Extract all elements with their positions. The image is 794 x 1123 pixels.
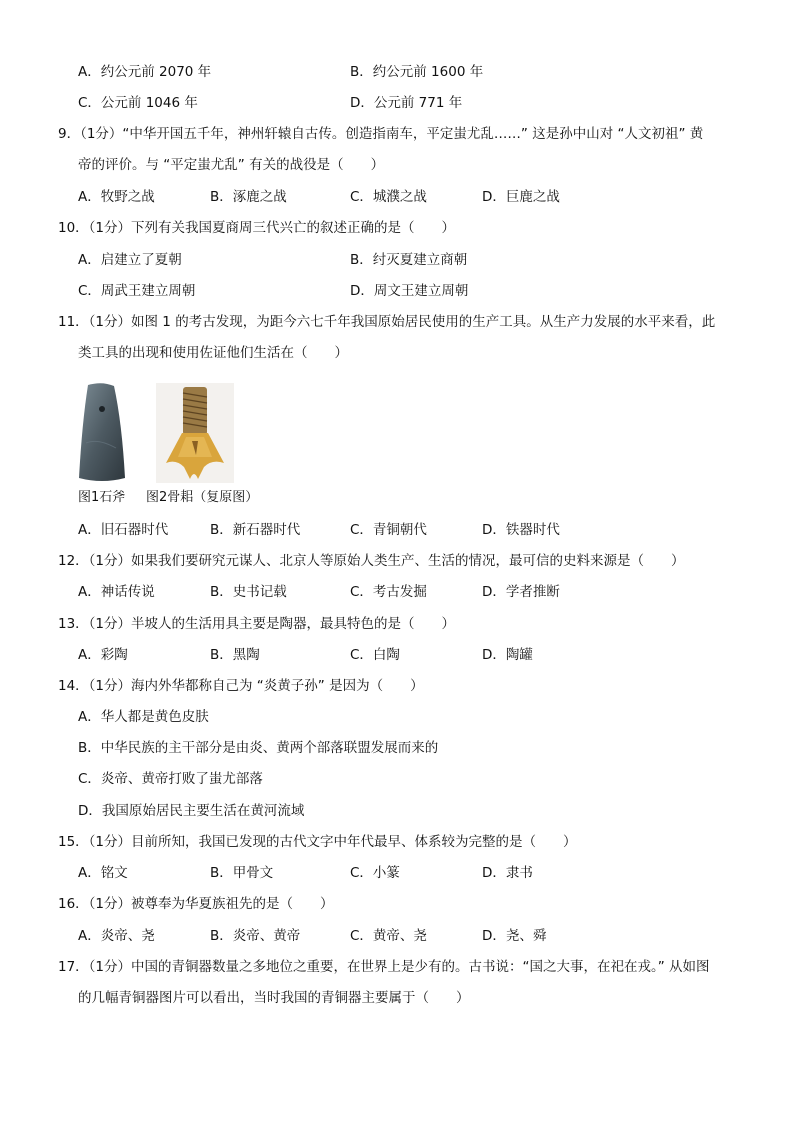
figure1-caption: 图1石斧: [78, 490, 126, 505]
q8-options-row2: [0, 92, 794, 114]
q10-option-b: B．纣灭夏建立商朝: [350, 252, 468, 268]
q15-text: 15．（1分）目前所知，我国已发现的古代文字中年代最早、体系较为完整的是（ ）: [58, 834, 577, 850]
bone-spade-image: [156, 383, 234, 483]
q12-stem: [0, 550, 794, 572]
q16-text: 16．（1分）被尊奉为华夏族祖先的是（ ）: [58, 896, 334, 912]
q10-stem: [0, 217, 794, 239]
q15-stem: [0, 831, 794, 853]
q10-option-d: D．周文王建立周朝: [350, 283, 469, 299]
q8-option-c: C．公元前 1046 年: [78, 95, 198, 111]
q11-stem-line1: [0, 311, 794, 333]
q13-option-c: C．白陶: [350, 647, 400, 663]
q11-option-a: A．旧石器时代: [78, 522, 169, 538]
q13-text: 13．（1分）半坡人的生活用具主要是陶器，最具特色的是（ ）: [58, 616, 456, 632]
q11-stem-line2: [0, 342, 794, 364]
stone-axe-image: [78, 383, 126, 483]
q15-option-c: C．小篆: [350, 865, 400, 881]
q14-option-c: C．炎帝、黄帝打败了蚩尤部落: [78, 771, 263, 787]
q13-option-a: A．彩陶: [78, 647, 128, 663]
q9-options: [0, 186, 794, 208]
q9-option-b: B．涿鹿之战: [210, 189, 287, 205]
q17-stem-line2: [0, 987, 794, 1009]
q9-option-c: C．城濮之战: [350, 189, 427, 205]
q14-stem: [0, 675, 794, 697]
q9-stem-line2: [0, 154, 794, 176]
q8-option-d: D．公元前 771 年: [350, 95, 463, 111]
q11-text-2: 类工具的出现和使用佐证他们生活在（ ）: [78, 345, 348, 361]
q8-option-b: B．约公元前 1600 年: [350, 64, 484, 80]
q13-stem: [0, 613, 794, 635]
q12-option-b: B．史书记载: [210, 584, 287, 600]
q12-text: 12．（1分）如果我们要研究元谋人、北京人等原始人类生产、生活的情况，最可信的史料来源是（ ）: [58, 553, 685, 569]
q11-option-b: B．新石器时代: [210, 522, 301, 538]
figure2-caption: 图2骨耜（复原图）: [146, 490, 259, 505]
q10-option-a: A．启建立了夏朝: [78, 252, 182, 268]
q10-text: 10．（1分）下列有关我国夏商周三代兴亡的叙述正确的是（ ）: [58, 220, 456, 236]
q14-option-c-row: [0, 768, 794, 790]
q14-option-d-row: [0, 800, 794, 822]
q16-option-c: C．黄帝、尧: [350, 928, 427, 944]
q16-options: [0, 925, 794, 947]
q10-option-c: C．周武王建立周朝: [78, 283, 196, 299]
q13-option-b: B．黑陶: [210, 647, 260, 663]
q15-option-b: B．甲骨文: [210, 865, 274, 881]
q12-options: [0, 581, 794, 603]
q14-option-a: A．华人都是黄色皮肤: [78, 709, 209, 725]
q16-option-b: B．炎帝、黄帝: [210, 928, 301, 944]
q14-option-d: D．我国原始居民主要生活在黄河流域: [78, 803, 305, 819]
q15-options: [0, 862, 794, 884]
q11-options: [0, 519, 794, 541]
q15-option-d: D．隶书: [482, 865, 533, 881]
q16-option-a: A．炎帝、尧: [78, 928, 155, 944]
q14-option-b-row: [0, 737, 794, 759]
q9-option-d: D．巨鹿之战: [482, 189, 560, 205]
q16-stem: [0, 893, 794, 915]
q12-option-a: A．神话传说: [78, 584, 155, 600]
q9-stem-line1: [0, 123, 794, 145]
q10-options-row2: [0, 280, 794, 302]
q8-option-a: A．约公元前 2070 年: [78, 64, 212, 80]
q14-option-a-row: [0, 706, 794, 728]
q14-text: 14．（1分）海内外华都称自己为 “炎黄子孙” 是因为（ ）: [58, 678, 424, 694]
q13-option-d: D．陶罐: [482, 647, 533, 663]
q11-figure: [78, 383, 259, 513]
q14-option-b: B．中华民族的主干部分是由炎、黄两个部落联盟发展而来的: [78, 740, 439, 756]
q11-text-1: 11．（1分）如图 1 的考古发现，为距今六七千年我国原始居民使用的生产工具。从生产力发展的水平来看，此: [58, 314, 716, 330]
q11-option-c: C．青铜朝代: [350, 522, 427, 538]
q16-option-d: D．尧、舜: [482, 928, 547, 944]
q17-stem-line1: [0, 956, 794, 978]
q13-options: [0, 644, 794, 666]
q9-option-a: A．牧野之战: [78, 189, 155, 205]
q9-text-1: 9．（1分）“中华开国五千年，神州轩辕自古传。创造指南车，平定蚩尤乱……” 这是孙中山对 “人文初祖” 黄: [58, 126, 704, 142]
q12-option-c: C．考古发掘: [350, 584, 427, 600]
q17-text-1: 17．（1分）中国的青铜器数量之多地位之重要，在世界上是少有的。古书说：“国之大事，在祀在戎。” 从如图: [58, 959, 710, 975]
q11-option-d: D．铁器时代: [482, 522, 560, 538]
q9-text-2: 帝的评价。与 “平定蚩尤乱” 有关的战役是（ ）: [78, 157, 385, 173]
q15-option-a: A．铭文: [78, 865, 128, 881]
q12-option-d: D．学者推断: [482, 584, 560, 600]
q8-options-row1: [0, 61, 794, 83]
q10-options-row1: [0, 249, 794, 271]
q17-text-2: 的几幅青铜器图片可以看出，当时我国的青铜器主要属于（ ）: [78, 990, 470, 1006]
